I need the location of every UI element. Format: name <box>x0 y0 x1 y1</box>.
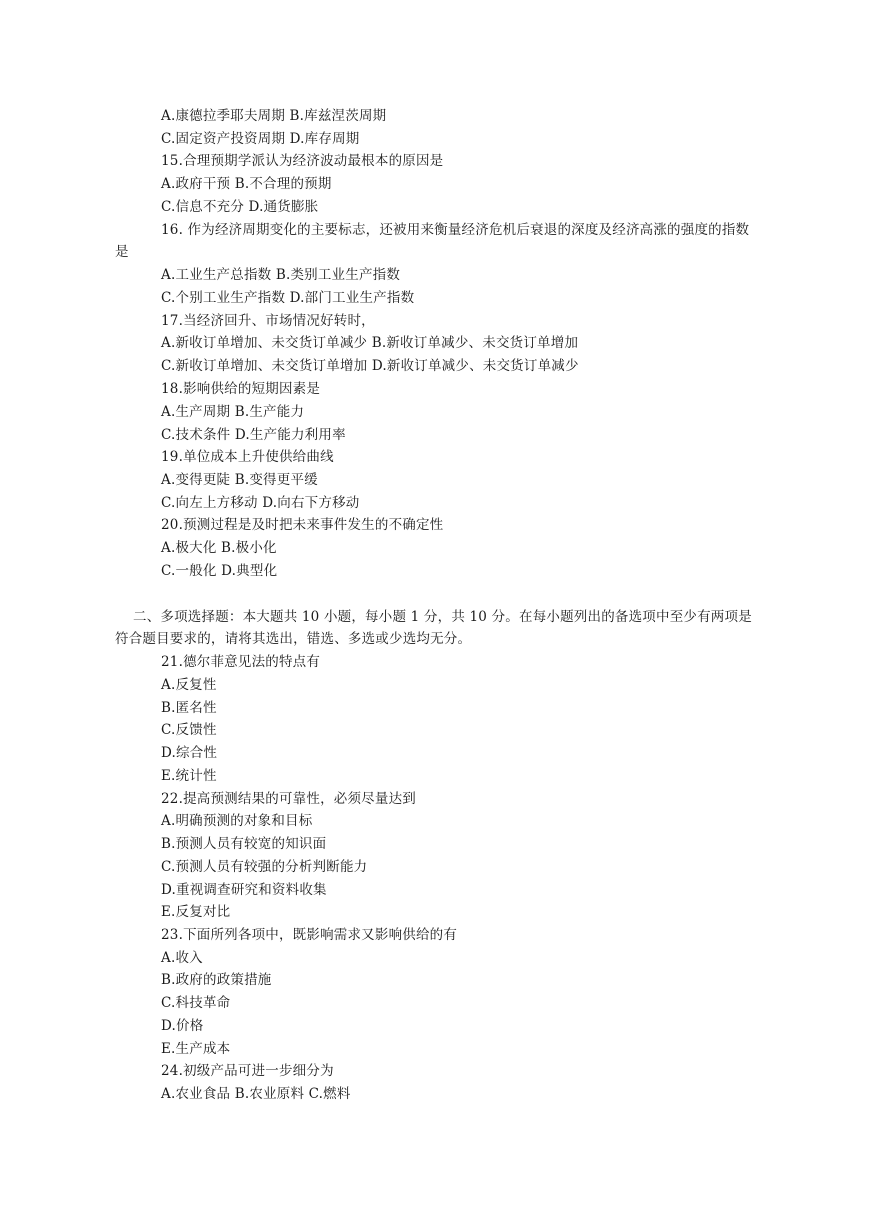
q15-options-ab: A.政府干预 B.不合理的预期 <box>161 176 332 192</box>
q20-options-ab: A.极大化 B.极小化 <box>161 540 277 556</box>
q22-option-c: C.预测人员有较强的分析判断能力 <box>161 859 368 875</box>
q16-options-cd: C.个别工业生产指数 D.部门工业生产指数 <box>161 290 415 306</box>
q22-option-e: E.反复对比 <box>161 904 231 920</box>
q21-option-e: E.统计性 <box>161 768 217 784</box>
q16-options-ab: A.工业生产总指数 B.类别工业生产指数 <box>161 267 401 283</box>
q18-options-ab: A.生产周期 B.生产能力 <box>161 404 305 420</box>
q23-option-a: A.收入 <box>161 950 203 966</box>
q23-question: 23.下面所列各项中，既影响需求又影响供给的有 <box>161 927 458 943</box>
q14-options-ab: A.康德拉季耶夫周期 B.库兹涅茨周期 <box>161 108 387 124</box>
q15-options-cd: C.信息不充分 D.通货膨胀 <box>161 199 319 215</box>
q22-option-b: B.预测人员有较宽的知识面 <box>161 836 327 852</box>
section-2-heading: 二、多项选择题：本大题共 10 小题，每小题 1 分，共 10 分。在每小题列出的备选项中至少有两项是符合题目要求的，请将其选出，错选、多选或少选均无分。 <box>115 609 752 647</box>
q23-option-b: B.政府的政策措施 <box>161 972 272 988</box>
q23-option-d: D.价格 <box>161 1018 204 1034</box>
q20-question: 20.预测过程是及时把未来事件发生的不确定性 <box>161 517 444 533</box>
q18-question: 18.影响供给的短期因素是 <box>161 381 321 397</box>
q21-option-d: D.综合性 <box>161 745 218 761</box>
q21-option-a: A.反复性 <box>161 677 217 693</box>
q22-option-d: D.重视调查研究和资料收集 <box>161 882 327 898</box>
q18-options-cd: C.技术条件 D.生产能力利用率 <box>161 427 346 443</box>
q17-options-cd: C.新收订单增加、未交货订单增加 D.新收订单减少、未交货订单减少 <box>161 358 579 374</box>
q22-question: 22.提高预测结果的可靠性，必须尽量达到 <box>161 791 416 807</box>
q15-question: 15.合理预期学派认为经济波动最根本的原因是 <box>161 153 444 169</box>
q21-option-b: B.匿名性 <box>161 700 217 716</box>
q14-options-cd: C.固定资产投资周期 D.库存周期 <box>161 131 360 147</box>
q16-question: 16. 作为经济周期变化的主要标志，还被用来衡量经济危机后衰退的深度及经济高涨的强度的指数是 <box>115 222 750 260</box>
q22-option-a: A.明确预测的对象和目标 <box>161 813 313 829</box>
q23-option-c: C.科技革命 <box>161 995 231 1011</box>
q24-options: A.农业食品 B.农业原料 C.燃料 <box>161 1086 351 1102</box>
q24-question: 24.初级产品可进一步细分为 <box>161 1063 334 1079</box>
q19-options-cd: C.向左上方移动 D.向右下方移动 <box>161 495 360 511</box>
q17-question: 17.当经济回升、市场情况好转时， <box>161 313 375 329</box>
q21-question: 21.德尔菲意见法的特点有 <box>161 654 321 670</box>
q21-option-c: C.反馈性 <box>161 722 217 738</box>
q23-option-e: E.生产成本 <box>161 1041 231 1057</box>
q20-options-cd: C.一般化 D.典型化 <box>161 563 278 579</box>
q19-question: 19.单位成本上升使供给曲线 <box>161 449 334 465</box>
q17-options-ab: A.新收订单增加、未交货订单减少 B.新收订单减少、未交货订单增加 <box>161 335 579 351</box>
q19-options-ab: A.变得更陡 B.变得更平缓 <box>161 472 318 488</box>
